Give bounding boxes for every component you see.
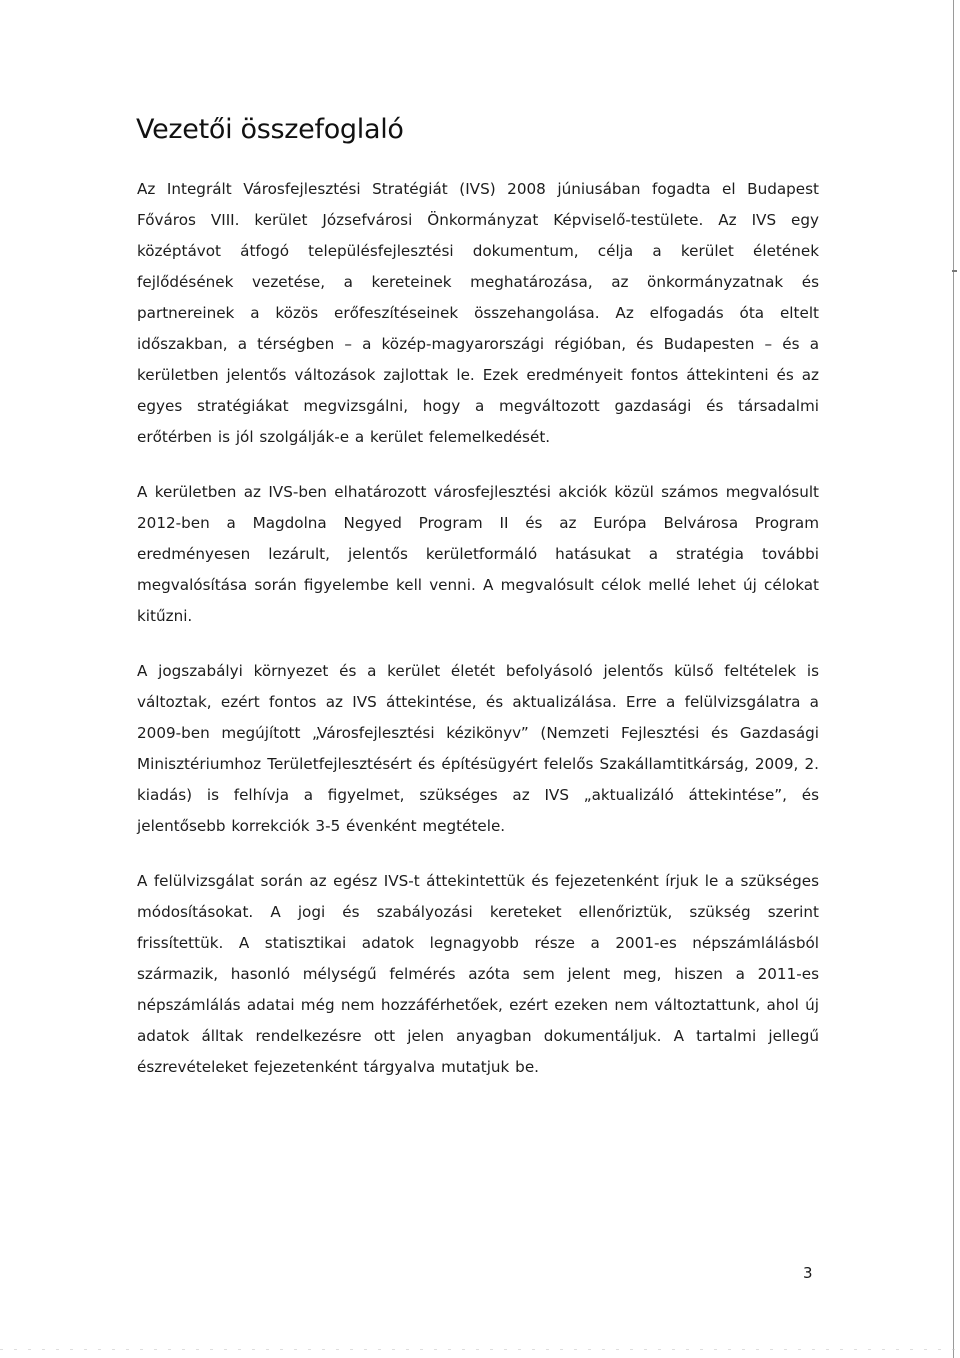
- page-title: Vezetői összefoglaló: [136, 114, 404, 145]
- scan-edge-line: [953, 0, 954, 1358]
- scan-edge-mark: [952, 270, 957, 272]
- paragraph-2: A kerületben az IVS-ben elhatározott városfejlesztési akciók közül számos megvalósult 2012-ben a Magdolna Negyed Program II és az Európa Belvárosa Program eredményesen lezárult, jelentős kerületformáló hatásukat a stratégia további megvalósítása során figyelembe kell venni. A megvalósult célok mellé lehet új célokat kitűzni.: [137, 483, 819, 625]
- paragraph-1: Az Integrált Városfejlesztési Stratégiát (IVS) 2008 júniusában fogadta el Budapest Főváros VIII. kerület Józsefvárosi Önkormányzat Képviselő-testülete. Az IVS egy középtávot átfogó településfejlesztési dokumentum, célja a kerület életének fejlődésének vezetése, a kereteinek meghatározása, az önkormányzatnak és partnereinek a közös erőfeszítéseinek összehangolása. Az elfogadás óta eltelt időszakban, a térségben – a közép-magyarországi régióban, és Budapesten – és a kerületben jelentős változások zajlottak le. Ezek eredményeit fontos áttekinteni és az egyes stratégiákat megvizsgálni, hogy a megváltozott gazdasági és társadalmi erőtérben is jól szolgálják-e a kerület felemelkedését.: [137, 180, 819, 446]
- scan-noise: [0, 1349, 960, 1350]
- paragraph-4: A felülvizsgálat során az egész IVS-t áttekintettük és fejezetenként írjuk le a szükséges módosításokat. A jogi és szabályozási kereteket ellenőriztük, szükség szerint frissítettük. A statisztikai adatok legnagyobb része a 2001-es népszámlálásból származik, hasonló mélységű felmérés azóta sem jelent meg, hiszen a 2011-es népszámlálás adatai még nem hozzáférhetőek, ezért ezeken nem változtattunk, ahol új adatok álltak rendelkezésre ott jelen anyagban dokumentáljuk. A tartalmi jellegű észrevételeket fejezetenként tárgyalva mutatjuk be.: [137, 872, 819, 1076]
- body-text: [137, 174, 819, 1107]
- page-number: 3: [803, 1264, 813, 1282]
- paragraph-3: A jogszabályi környezet és a kerület életét befolyásoló jelentős külső feltételek is változtak, ezért fontos az IVS áttekintése, és aktualizálása. Erre a felülvizsgálatra a 2009-ben megújított „Városfejlesztési kézikönyv” (Nemzeti Fejlesztési és Gazdasági Minisztériumhoz Területfejlesztésért és építésügyért felelős Szakállamtitkárság, 2009, 2. kiadás) is felhívja a figyelmet, szükséges az IVS „aktualizáló áttekintése”, és jelentősebb korrekciók 3-5 évenként megtétele.: [137, 662, 819, 835]
